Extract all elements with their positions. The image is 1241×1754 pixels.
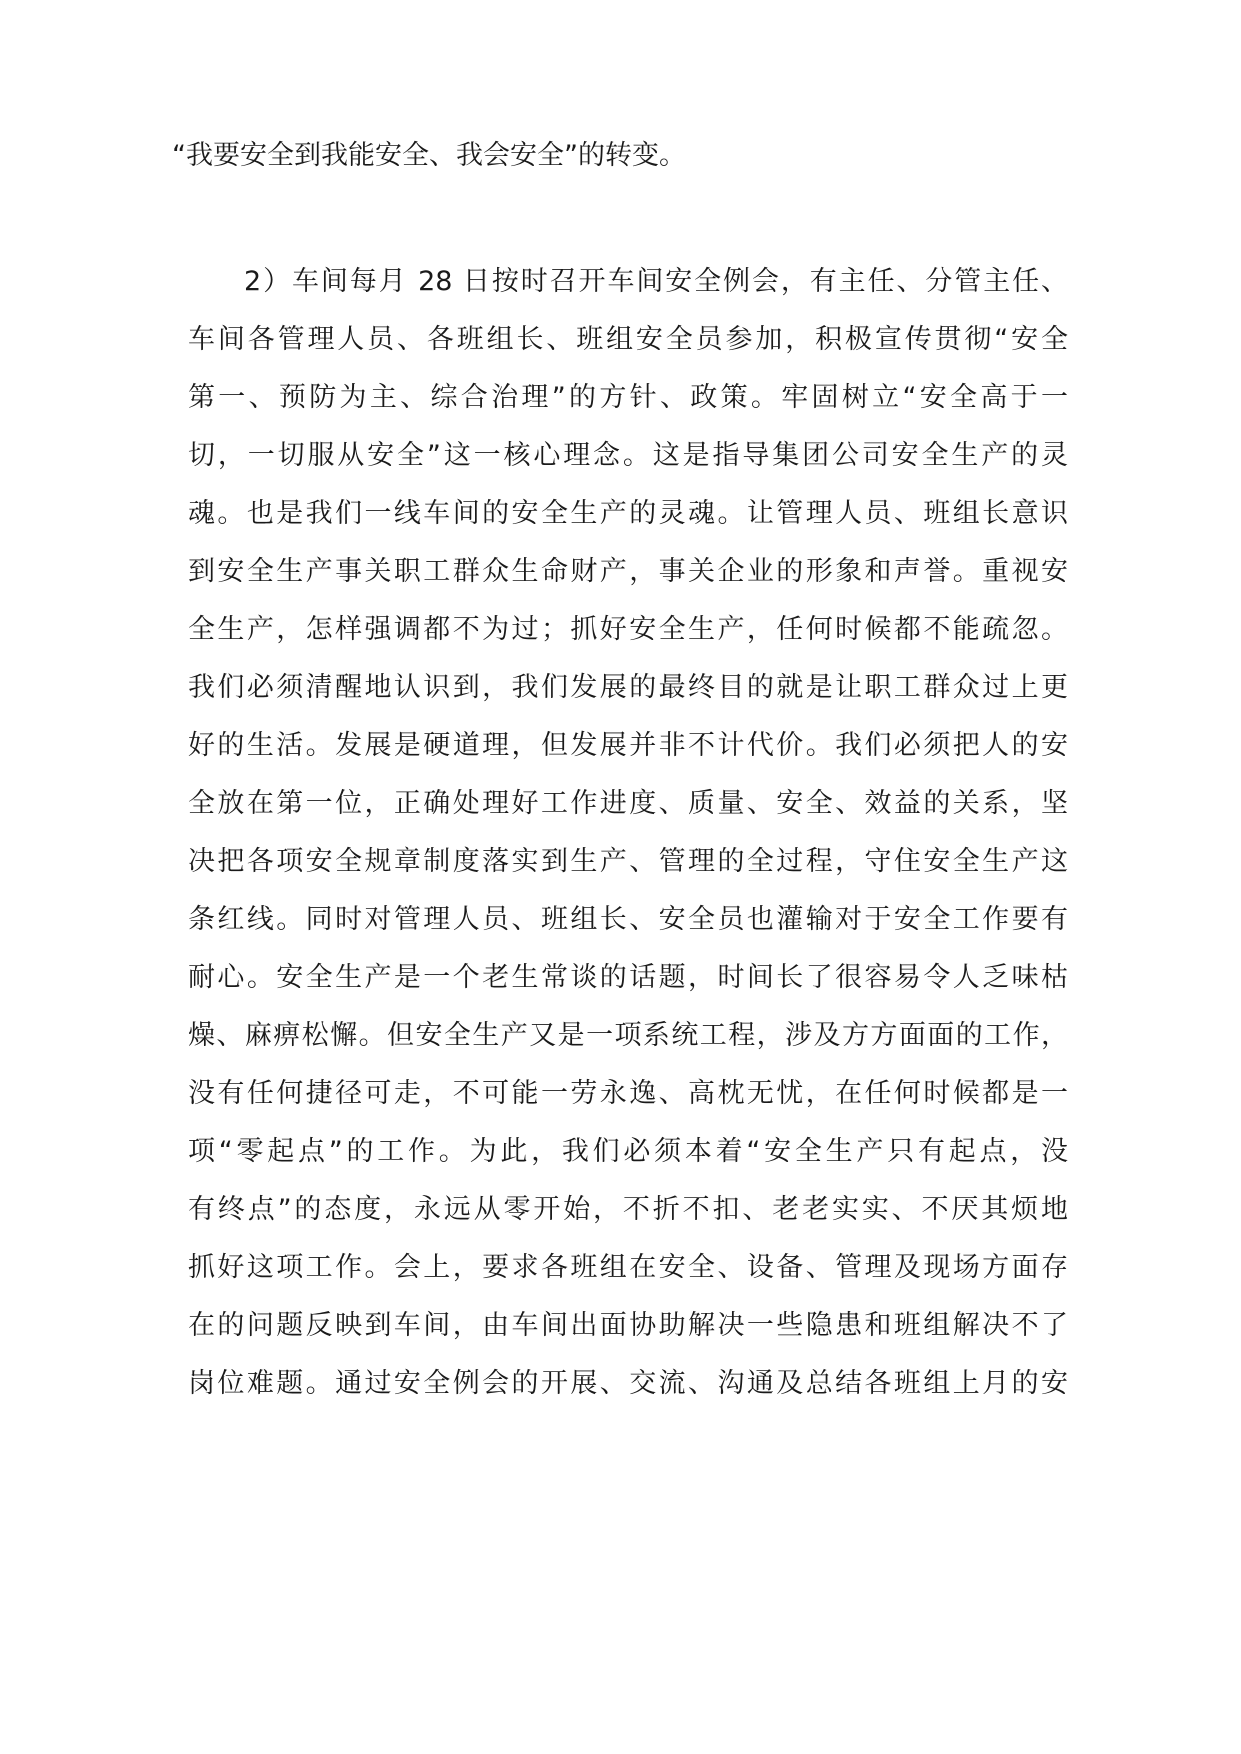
text-line-15: 燥、麻痹松懈。但安全生产又是一项系统工程，涉及方方面面的工作， <box>188 1020 1068 1051</box>
text-line-19: 抓好这项工作。会上，要求各班组在安全、设备、管理及现场方面存 <box>188 1252 1068 1283</box>
text-line-17: 项“零起点”的工作。为此，我们必须本着“安全生产只有起点，没 <box>188 1136 1068 1167</box>
text-line-20: 在的问题反映到车间，由车间出面协助解决一些隐患和班组解决不了 <box>188 1310 1068 1341</box>
text-line-3: 车间各管理人员、各班组长、班组安全员参加，积极宣传贯彻“安全 <box>188 324 1068 355</box>
text-line-12: 决把各项安全规章制度落实到生产、管理的全过程，守住安全生产这 <box>188 846 1068 877</box>
text-line-18: 有终点”的态度，永远从零开始，不折不扣、老老实实、不厌其烦地 <box>188 1194 1068 1225</box>
text-line-11: 全放在第一位，正确处理好工作进度、质量、安全、效益的关系，坚 <box>188 788 1068 819</box>
text-line-1: “我要安全到我能安全、我会安全”的转变。 <box>172 140 686 171</box>
text-line-21: 岗位难题。通过安全例会的开展、交流、沟通及总结各班组上月的安 <box>188 1368 1068 1399</box>
text-line-4: 第一、预防为主、综合治理”的方针、政策。牢固树立“安全高于一 <box>188 382 1068 413</box>
text-line-9: 我们必须清醒地认识到，我们发展的最终目的就是让职工群众过上更 <box>188 672 1068 703</box>
text-line-7: 到安全生产事关职工群众生命财产，事关企业的形象和声誉。重视安 <box>188 556 1068 587</box>
text-line-8: 全生产，怎样强调都不为过；抓好安全生产，任何时候都不能疏忽。 <box>188 614 1068 645</box>
text-line-2: 2）车间每月 28 日按时召开车间安全例会，有主任、分管主任、 <box>244 266 1068 297</box>
text-line-6: 魂。也是我们一线车间的安全生产的灵魂。让管理人员、班组长意识 <box>188 498 1068 529</box>
text-line-5: 切，一切服从安全”这一核心理念。这是指导集团公司安全生产的灵 <box>188 440 1068 471</box>
text-line-13: 条红线。同时对管理人员、班组长、安全员也灌输对于安全工作要有 <box>188 904 1068 935</box>
text-line-16: 没有任何捷径可走，不可能一劳永逸、高枕无忧，在任何时候都是一 <box>188 1078 1068 1109</box>
text-line-10: 好的生活。发展是硬道理，但发展并非不计代价。我们必须把人的安 <box>188 730 1068 761</box>
text-line-14: 耐心。安全生产是一个老生常谈的话题，时间长了很容易令人乏味枯 <box>188 962 1068 993</box>
